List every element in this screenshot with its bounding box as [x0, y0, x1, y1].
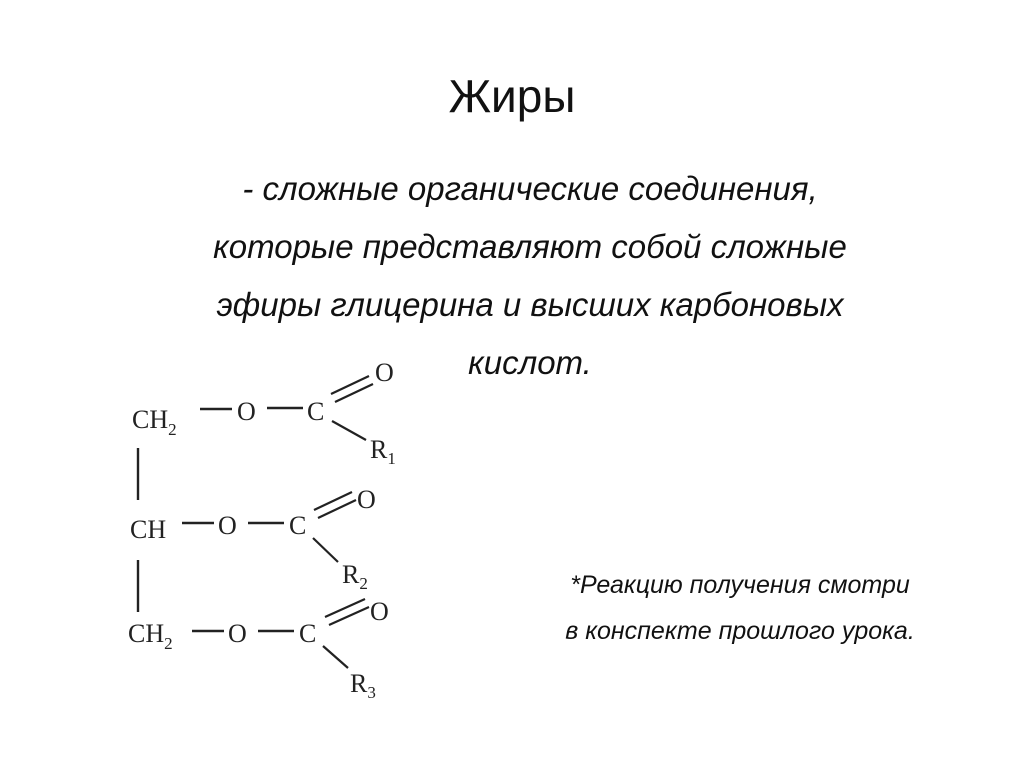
row1-double-bond-a	[331, 376, 369, 394]
row3-oxygen: O	[228, 619, 247, 648]
row2-carbon: C	[289, 511, 307, 540]
row3-bond-c-r	[323, 646, 348, 668]
formula-row-2	[130, 485, 376, 593]
note-line-2: в конспекте прошлого урока.	[565, 617, 915, 645]
row3-double-bond-a	[325, 599, 365, 617]
row2-ch-group: CH	[130, 515, 167, 544]
definition-line-3: эфиры глицерина и высших карбоновых	[216, 286, 844, 323]
row1-oxygen: O	[237, 397, 256, 426]
row2-double-bond-a	[314, 492, 352, 510]
row2-oxygen: O	[218, 511, 237, 540]
row3-radical: $R_3$	[350, 669, 376, 702]
row1-radical: $R_1$	[370, 435, 396, 468]
row3-double-bond-b	[329, 607, 369, 625]
definition-line-2: которые представляют собой сложные	[213, 228, 847, 265]
row3-carbonyl-oxygen: O	[370, 597, 389, 626]
row3-carbon: C	[299, 619, 317, 648]
row2-bond-c-r	[313, 538, 338, 562]
slide-title: Жиры	[448, 70, 576, 122]
row2-carbonyl-oxygen: O	[357, 485, 376, 514]
row2-double-bond-b	[318, 500, 356, 518]
formula-row-1	[132, 358, 396, 468]
row1-double-bond-b	[335, 384, 373, 402]
row1-bond-c-r	[332, 421, 366, 440]
row3-ch-group: $CH_2$	[128, 619, 173, 653]
definition-line-4: кислот.	[468, 344, 592, 381]
row1-carbon: C	[307, 397, 325, 426]
row1-carbonyl-oxygen: O	[375, 358, 394, 387]
row2-radical: $R_2$	[342, 560, 368, 593]
formula-row-3	[128, 597, 389, 702]
row1-ch-group: $CH_2$	[132, 405, 177, 439]
note-line-1: *Реакцию получения смотри	[570, 571, 910, 599]
definition-line-1: - сложные органические соединения,	[242, 170, 818, 207]
